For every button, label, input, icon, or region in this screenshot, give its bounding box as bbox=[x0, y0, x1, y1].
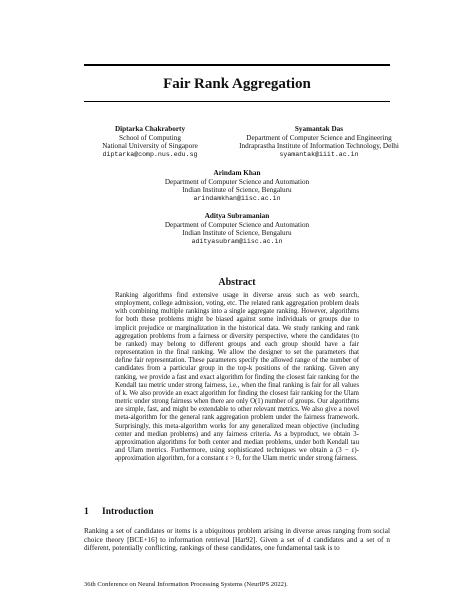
abstract-heading: Abstract bbox=[218, 277, 256, 288]
author-email: diptarka@comp.nus.edu.sg bbox=[102, 150, 198, 158]
author-affiliation: Department of Computer Science and Automation bbox=[164, 220, 310, 229]
author-block bbox=[194, 125, 444, 159]
conference-footer: 36th Conference on Neural Information Processing Systems (NeurIPS 2022). bbox=[84, 581, 288, 588]
paper-title: Fair Rank Aggregation bbox=[163, 76, 311, 92]
author-name: Syamantak Das bbox=[294, 125, 344, 133]
author-email: adityasubram@iisc.ac.in bbox=[191, 237, 283, 245]
author-block bbox=[100, 169, 374, 203]
title-bottom-rule bbox=[84, 101, 390, 102]
author-affiliation: Department of Computer Science and Automation bbox=[164, 177, 310, 186]
title-top-rule bbox=[84, 64, 390, 66]
abstract-text: Ranking algorithms find extensive usage in diverse areas such as web search, employment, college admission, voting, etc. The related rank aggregation problem deals with combining multiple rankings into a single aggregate ranking. However, algorithms for both these problems might be biased against some individuals or groups due to implicit prejudice or marginalization in the historical data. We study ranking and rank aggregation problems from a fairness or diversity perspective, where the candidates (to be ranked) may belong to different groups and each group should have a fair representation in the final ranking. We allow the designer to set the parameters that define fair representation. These parameters specify the allowed range of the number of candidates from a particular group in the top-k positions of the ranking. Given any ranking, we provide a fast and exact algorithm for finding the closest fair ranking for the Kendall tau metric under strong fairness, i.e., when the final ranking is fair for all values of k. We also provide an exact algorithm for finding the closest fair ranking for the Ulam metric under strong fairness when there are only O(1) number of groups. Our algorithms are simple, fast, and might be extendable to other relevant metrics. We also give a novel meta-algorithm for the general rank aggregation problem under the fairness framework. Surprisingly, this meta-algorithm works for any generalized mean objective (including center and median problems) and any fairness criteria. As a byproduct, we obtain 3-approximation algorithms for both center and median problems, under both Kendall tau and Ulam metrics. Furthermore, using sophisticated techniques we obtain a (3 − ε)-approximation algorithm, for a constant ε > 0, for the Ulam metric under strong fairness. bbox=[115, 292, 359, 463]
introduction-text: Ranking a set of candidates or items is a ubiquitous problem arising in diverse areas ranging from social choice theory [BCE+16] to information retrieval [Har92]. Given a set of d candidates and a set of n different, potentially conflicting, rankings of these candidates, one fundamental task is to bbox=[84, 527, 390, 553]
author-affiliation: Indian Institute of Science, Bengaluru bbox=[182, 186, 292, 195]
author-name: Aditya Subramanian bbox=[204, 212, 270, 220]
author-block bbox=[100, 212, 374, 246]
author-email: arindamkhan@iisc.ac.in bbox=[193, 194, 281, 202]
section-heading bbox=[84, 507, 154, 517]
author-affiliation: Indraprastha Institute of Information Technology, Delhi bbox=[239, 142, 399, 151]
author-affiliation: National University of Singapore bbox=[102, 142, 198, 151]
author-affiliation: School of Computing bbox=[119, 133, 181, 142]
author-email: syamantak@iiit.ac.in bbox=[279, 150, 359, 158]
section-title: Introduction bbox=[102, 507, 154, 517]
author-affiliation: Department of Computer Science and Engineering bbox=[246, 133, 392, 142]
author-affiliation: Indian Institute of Science, Bengaluru bbox=[182, 229, 292, 238]
author-name: Arindam Khan bbox=[213, 169, 261, 177]
section-number: 1 bbox=[84, 507, 89, 517]
author-name: Diptarka Chakraborty bbox=[114, 125, 186, 133]
